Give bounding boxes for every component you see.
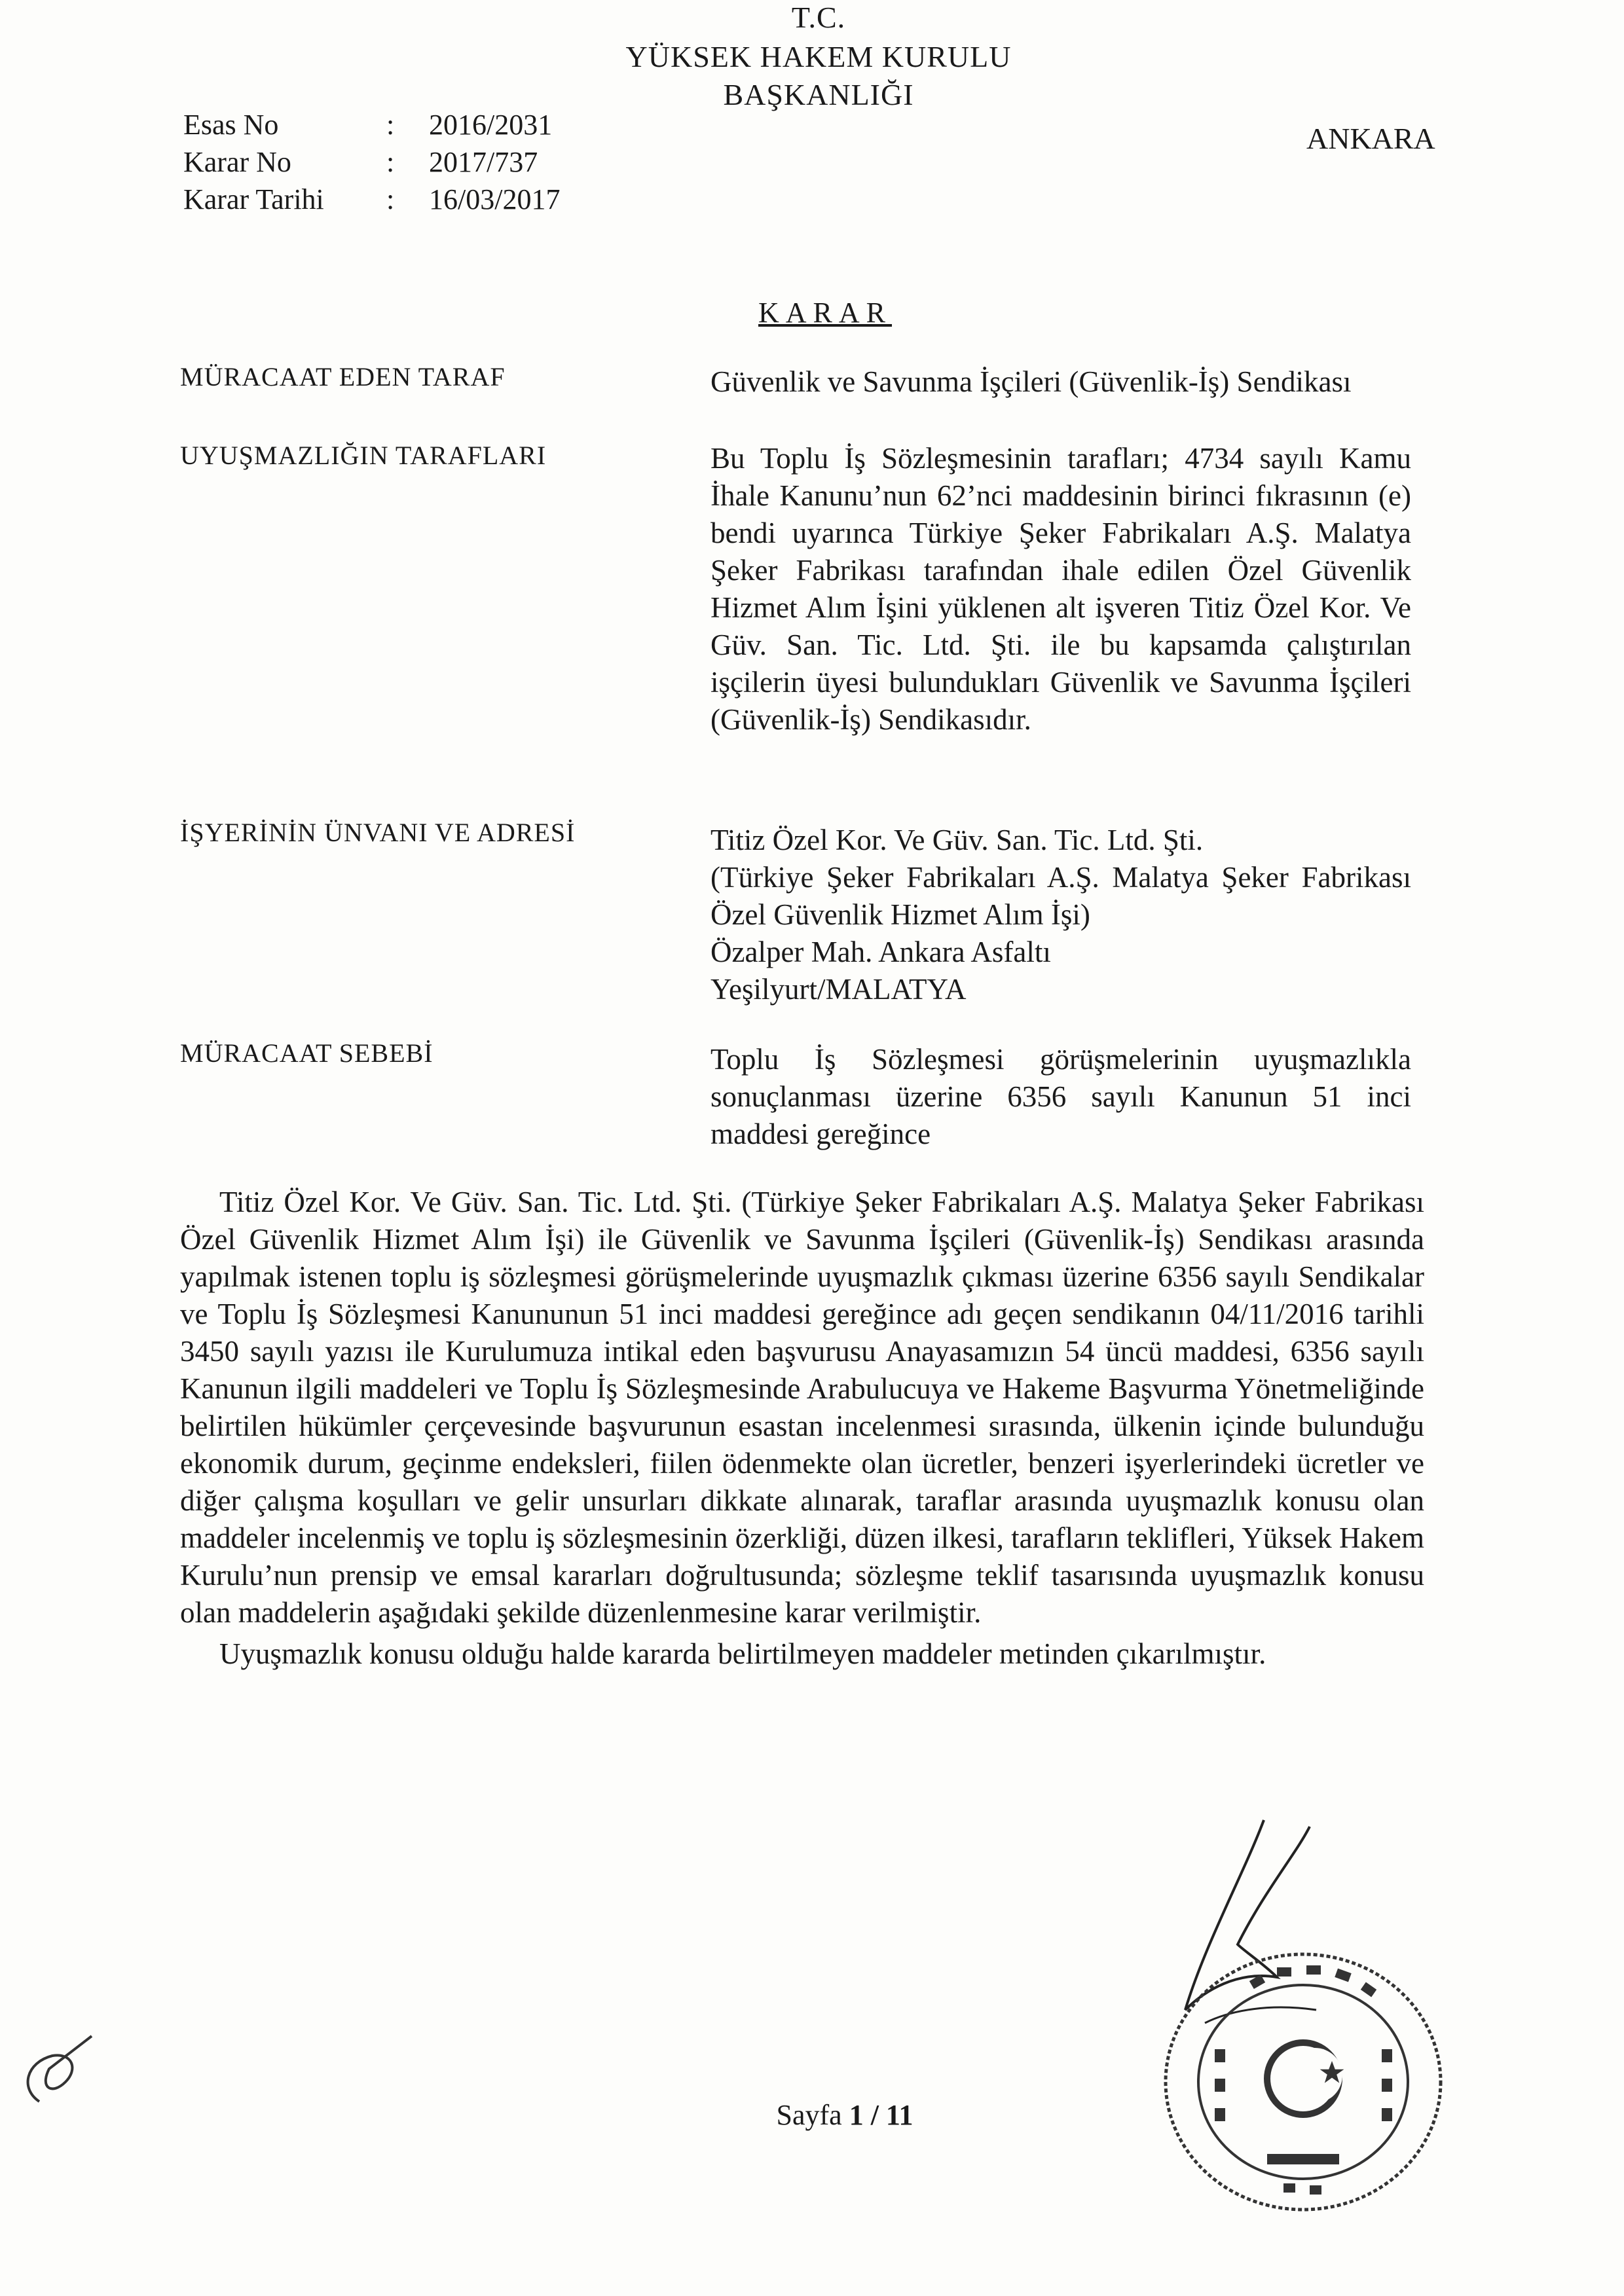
margin-scribble-icon (13, 2030, 111, 2115)
page-prefix: Sayfa (776, 2099, 842, 2131)
decision-title: KARAR (758, 297, 893, 329)
meta-value-tarih: 16/03/2017 (429, 183, 561, 215)
meta-colon: : (386, 183, 395, 215)
section-label-workplace: İŞYERİNİN ÜNVANI VE ADRESİ (180, 818, 576, 847)
meta-label-esas: Esas No (183, 109, 279, 141)
body-paragraph-1: Titiz Özel Kor. Ve Güv. San. Tic. Ltd. Şti. (Türkiye Şeker Fabrikaları A.Ş. Malatya Şeker Fabrikası Özel Güvenlik Hizmet Alım İşi) ile Güvenlik ve Savunma İşçileri (Güvenlik-İş) Sendikası arasında yapılmak istenen toplu iş sözleşmesi görüşmelerinde uyuşmazlık çıkması üzerine 6356 sayılı Sendikalar ve Toplu İş Sözleşmesi Kanununun 51 inci maddesi gereğince adı geçen sendikanın 04/11/2016 tarihli 3450 sayılı yazısı ile Kurulumuza intikal eden başvurusu Anayasamızın 54 üncü maddesi, 6356 sayılı Kanunun ilgili maddeleri ve Toplu İş Sözleşmesinde Arabulucuya ve Hakeme Başvurma Yönetmeliğinde belirtilen hükümler çerçevesinde başvurunun esastan incelenmesi sırasında, ülkenin içinde bulunduğu ekonomik durum, geçinme endeksleri, fiilen ödenmekte olan ücretler, benzeri işyerlerindeki ücretler ve diğer çalışma koşulları ve gelir unsurları dikkate alınarak, taraflar arasında uyuşmazlık konusu olan maddeler incelenmiş ve toplu iş sözleşmesinin özerkliği, düzen ilkesi, tarafların teklifleri, Yüksek Hakem Kurulu’nun prensip ve emsal kararları doğrultusunda; sözleşme teklif tasarısında uyuşmazlık konusu olan maddelerin aşağıdaki şekilde düzenlenmesine karar verilmiştir. (180, 1186, 1424, 1629)
section-line: Titiz Özel Kor. Ve Güv. San. Tic. Ltd. Şti. (710, 824, 1204, 856)
section-line: Bu Toplu İş Sözleşmesinin tarafları; 4734 sayılı Kamu İhale Kanunu’nun 62’nci maddesinin birinci fıkrasının (e) bendi uyarınca Türkiye Şeker Fabrikaları A.Ş. Malatya Şeker Fabrikası tarafından ihale edilen Özel Güvenlik Hizmet Alım İşini yüklenen alt işveren Titiz Özel Kor. Ve Güv. San. Tic. Ltd. Şti. ile bu kapsamda çalıştırılan işçilerin üyesi bulundukları Güvenlik ve Savunma İşçileri (Güvenlik-İş) Sendikasıdır. (710, 442, 1411, 736)
page-number (747, 2098, 943, 2132)
meta-label-karar: Karar No (183, 146, 291, 178)
meta-value-karar: 2017/737 (429, 146, 538, 178)
page-count: 1 / 11 (849, 2099, 913, 2131)
meta-colon: : (386, 109, 395, 141)
section-line: Yeşilyurt/MALATYA (710, 973, 967, 1006)
section-line: Özalper Mah. Ankara Asfaltı (710, 936, 1051, 968)
body-paragraph-2: Uyuşmazlık konusu olduğu halde kararda belirtilmeyen maddeler metinden çıkarılmıştır. (219, 1637, 1266, 1670)
section-value-workplace (710, 822, 1411, 1008)
header-city: ANKARA (1306, 122, 1435, 155)
meta-colon: : (386, 146, 395, 178)
section-label-applicant: MÜRACAAT EDEN TARAF (180, 362, 506, 392)
meta-value-esas: 2016/2031 (429, 109, 553, 141)
official-seal-icon (1153, 1938, 1454, 2226)
section-value-applicant (710, 363, 1411, 401)
section-label-parties: UYUŞMAZLIĞIN TARAFLARI (180, 441, 547, 470)
header-tc: T.C. (791, 1, 846, 34)
section-value-parties (710, 440, 1411, 738)
section-value-reason (710, 1041, 1411, 1153)
header-institution: YÜKSEK HAKEM KURULU (625, 40, 1012, 73)
section-line: Güvenlik ve Savunma İşçileri (Güvenlik-İş) Sendikası (710, 365, 1352, 398)
decision-body (180, 1184, 1424, 1673)
meta-label-tarih: Karar Tarihi (183, 183, 324, 215)
section-line: Toplu İş Sözleşmesi görüşmelerinin uyuşmazlıkla sonuçlanması üzerine 6356 sayılı Kanunun 51 inci maddesi gereğince (710, 1043, 1411, 1150)
header-presidency: BAŞKANLIĞI (723, 78, 914, 111)
section-label-reason: MÜRACAAT SEBEBİ (180, 1038, 434, 1068)
section-line: (Türkiye Şeker Fabrikaları A.Ş. Malatya Şeker Fabrikası Özel Güvenlik Hizmet Alım İşi) (710, 861, 1411, 931)
